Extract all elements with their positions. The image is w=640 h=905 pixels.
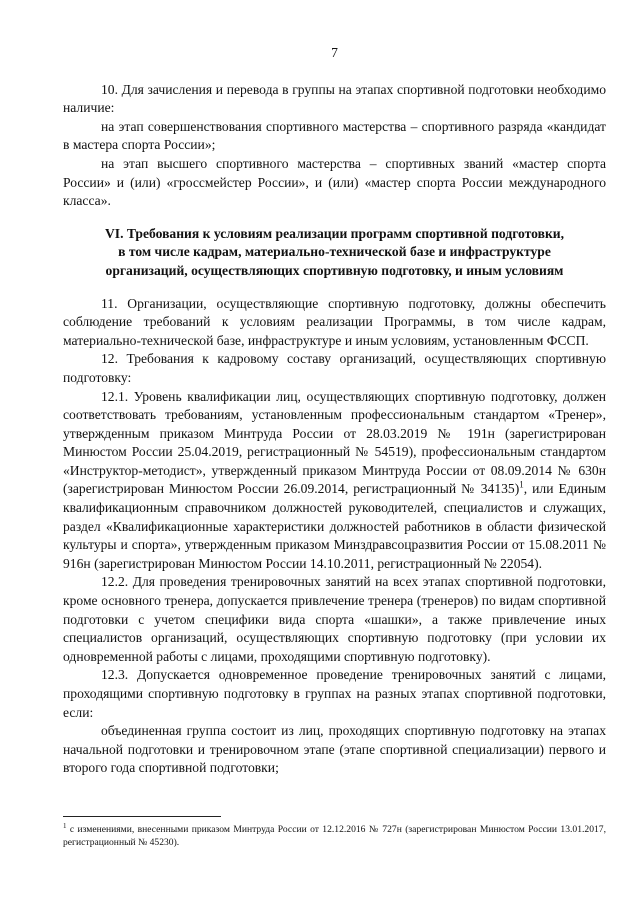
paragraph-10-item-1: на этап совершенствования спортивного мастерства – спортивного разряда «кандидат в мастера спорта России»; bbox=[63, 118, 606, 153]
paragraph-12-1-text-a: 12.1. Уровень квалификации лиц, осуществляющих спортивную подготовку, должен соответствовать требованиям, установленным профессиональным стандартом «Тренер», утвержденным приказом Минтруда России от 28.03.2019 № 191н (зарегистрирован Минюстом России 25.04.2019, регистрационный № 54519), профессиональным стандартом «Инструктор-методист», утвержденный приказом Минтруда России от 08.09.2014 № 630н (зарегистрирован Минюстом России 26.09.2014, регистрационный № 34135) bbox=[63, 388, 606, 497]
paragraph-12-1 bbox=[63, 388, 606, 574]
paragraph-12-2: 12.2. Для проведения тренировочных занятий на всех этапах спортивной подготовки, кроме основного тренера, допускается привлечение тренера (тренеров) по видам спортивной подготовки с учетом специфики вида спорта «шашки», а также привлечение иных специалистов организаций, осуществляющих спортивную подготовку (при условии их одновременной работы с лицами, проходящими спортивную подготовку). bbox=[63, 574, 606, 664]
footnote-text: с изменениями, внесенными приказом Минтруда России от 12.12.2016 № 727н (зарегистрирован Минюстом России 13.01.2017, регистрационный № 45230). bbox=[63, 824, 606, 848]
paragraph-10-item-2: на этап высшего спортивного мастерства – спортивных званий «мастер спорта России» и (или) «гроссмейстер России», и (или) «мастер спорта России международного класса». bbox=[63, 155, 606, 209]
paragraph-12-3: 12.3. Допускается одновременное проведение тренировочных занятий с лицами, проходящими спортивную подготовку в группах на разных этапах спортивной подготовки, если: bbox=[63, 667, 606, 720]
section-heading-line-3: организаций, осуществляющих спортивную подготовку, и иным условиям bbox=[105, 262, 564, 278]
paragraph-12-3-item: объединенная группа состоит из лиц, проходящих спортивную подготовку на этапах начальной подготовки и тренировочном этапе (этапе спортивной специализации) первого и второго года спортивной подготовки; bbox=[63, 723, 606, 776]
section-heading-line-2: в том числе кадрам, материально-технической базе и инфраструктуре bbox=[118, 244, 551, 260]
paragraph-10: 10. Для зачисления и перевода в группы на этапах спортивной подготовки необходимо наличие: bbox=[63, 81, 606, 116]
footnote-divider bbox=[63, 816, 221, 817]
section-heading-line-1: VI. Требования к условиям реализации программ спортивной подготовки, bbox=[104, 225, 565, 241]
paragraph-12-1-text-b: , или Единым квалификационным справочником должностей руководителей, специалистов и служащих, раздел «Квалификационные характеристики должностей работников в области физической культуры и спорта», утвержденным приказом Минздравсоцразвития России от 15.08.2011 № 916н (зарегистрирован Минюстом России 14.10.2011, регистрационный № 22054). bbox=[63, 481, 606, 571]
footnote-marker: 1 bbox=[63, 821, 67, 830]
footnote bbox=[63, 823, 606, 849]
section-heading bbox=[63, 225, 606, 281]
page-number: 7 bbox=[331, 45, 338, 60]
paragraph-11: 11. Организации, осуществляющие спортивную подготовку, должны обеспечить соблюдение требований к условиям реализации Программы, в том числе кадрам, материально-технической базе, инфраструктуре и иным условиям, установленным ФССП. bbox=[63, 295, 606, 348]
footnote-reference: 1 bbox=[519, 479, 524, 490]
paragraph-12: 12. Требования к кадровому составу организаций, осуществляющих спортивную подготовку: bbox=[63, 351, 606, 385]
footnote-area bbox=[63, 816, 606, 849]
